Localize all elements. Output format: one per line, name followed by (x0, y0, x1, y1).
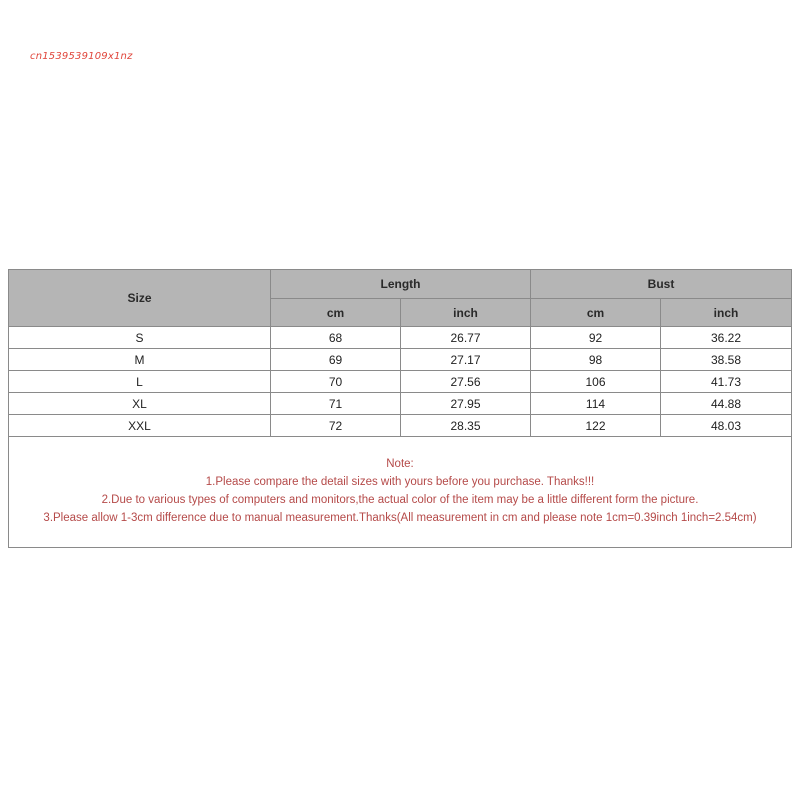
length-inch-header: inch (401, 299, 531, 327)
size-cell: M (9, 349, 271, 371)
bust-inch-cell: 36.22 (661, 327, 792, 349)
bust-inch-cell: 48.03 (661, 415, 792, 437)
length-inch-cell: 27.56 (401, 371, 531, 393)
bust-cm-cell: 98 (531, 349, 661, 371)
bust-group-header: Bust (531, 270, 792, 299)
bust-inch-cell: 44.88 (661, 393, 792, 415)
size-cell: L (9, 371, 271, 393)
note-line-1: 1.Please compare the detail sizes with yours before you purchase. Thanks!!! (205, 476, 595, 488)
size-cell: XXL (9, 415, 271, 437)
note-line-3: 3.Please allow 1-3cm difference due to manual measurement.Thanks(All measurement in cm and please note 1cm=0.39inch 1inch=2.54cm) (43, 512, 757, 524)
bust-inch-header: inch (661, 299, 792, 327)
notes-section (9, 437, 792, 548)
notes-row (9, 437, 792, 548)
table-row (9, 371, 792, 393)
length-inch-cell: 28.35 (401, 415, 531, 437)
table-header (9, 270, 792, 327)
length-cm-cell: 69 (271, 349, 401, 371)
length-inch-cell: 27.17 (401, 349, 531, 371)
table-row (9, 349, 792, 371)
length-cm-cell: 70 (271, 371, 401, 393)
notes-cell (9, 437, 792, 548)
table-row (9, 327, 792, 349)
note-line-2: 2.Due to various types of computers and monitors,the actual color of the item may be a little different form the picture. (101, 494, 699, 506)
table-row (9, 393, 792, 415)
length-inch-cell: 27.95 (401, 393, 531, 415)
length-cm-cell: 71 (271, 393, 401, 415)
bust-cm-cell: 122 (531, 415, 661, 437)
bust-cm-cell: 114 (531, 393, 661, 415)
watermark-text: cn1539539109x1nz (30, 51, 133, 62)
length-cm-cell: 72 (271, 415, 401, 437)
bust-cm-header: cm (531, 299, 661, 327)
bust-cm-cell: 92 (531, 327, 661, 349)
note-title: Note: (386, 458, 414, 470)
size-cell: S (9, 327, 271, 349)
table-body (9, 327, 792, 437)
header-group-row (9, 270, 792, 299)
length-cm-header: cm (271, 299, 401, 327)
bust-inch-cell: 38.58 (661, 349, 792, 371)
length-inch-cell: 26.77 (401, 327, 531, 349)
length-group-header: Length (271, 270, 531, 299)
table-row (9, 415, 792, 437)
size-column-header: Size (9, 270, 271, 327)
length-cm-cell: 68 (271, 327, 401, 349)
bust-cm-cell: 106 (531, 371, 661, 393)
bust-inch-cell: 41.73 (661, 371, 792, 393)
size-cell: XL (9, 393, 271, 415)
size-chart-table (8, 269, 792, 548)
